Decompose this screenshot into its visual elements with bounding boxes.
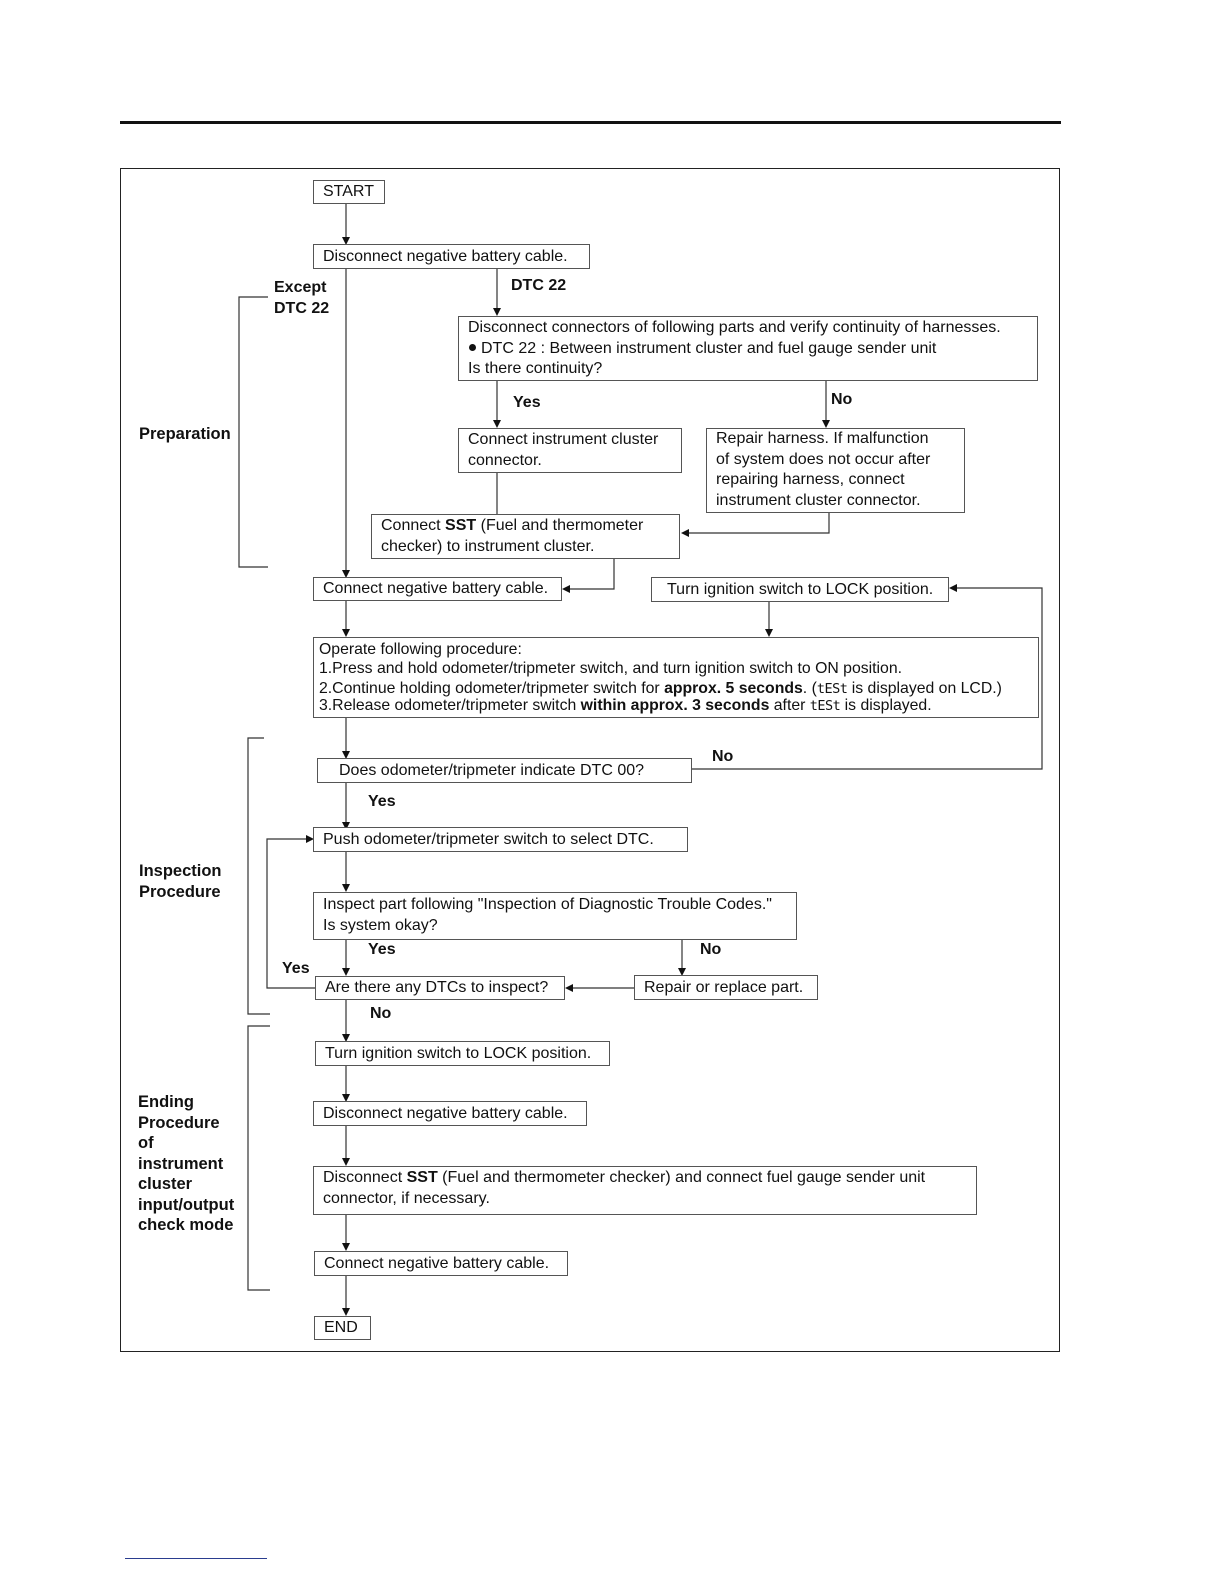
repair-harness-step: Repair harness. If malfunction of system does not occur after repairing harness, connect instrument cluster connector. xyxy=(706,428,965,513)
more-dtcs-question-step: Are there any DTCs to inspect? xyxy=(315,976,565,1000)
lcd-test-display: tESt xyxy=(816,681,848,697)
lcd-test-display: tESt xyxy=(809,698,841,714)
inspect-yes-label: Yes xyxy=(368,941,396,958)
arrowhead xyxy=(342,968,350,976)
connect-cluster-connector-step: Connect instrument cluster connector. xyxy=(458,428,682,473)
arrowhead xyxy=(681,529,689,537)
disconnect-cable-step: Disconnect negative battery cable. xyxy=(313,244,590,269)
repair-replace-step: Repair or replace part. xyxy=(634,975,818,1000)
arrowhead xyxy=(565,984,573,992)
connector-sst-to-connect xyxy=(570,558,614,589)
disconnect-sst-step: Disconnect SST (Fuel and thermometer checker) and connect fuel gauge sender unit connector, if necessary. xyxy=(313,1166,977,1215)
connector-repair-to-sst xyxy=(689,512,829,533)
sst-term: SST xyxy=(445,517,477,534)
ending-section-label: Ending Procedure of instrument cluster input/output check mode xyxy=(138,1093,235,1234)
arrowhead xyxy=(342,1243,350,1251)
continuity-no-label: No xyxy=(831,391,853,408)
turn-lock-step-2: Turn ignition switch to LOCK position. xyxy=(315,1041,610,1066)
arrowhead xyxy=(342,1158,350,1166)
preparation-bracket xyxy=(239,297,268,567)
inspect-part-step: Inspect part following "Inspection of Diagnostic Trouble Codes." Is system okay? xyxy=(313,892,797,940)
push-switch-step: Push odometer/tripmeter switch to select DTC. xyxy=(313,827,688,852)
turn-lock-step: Turn ignition switch to LOCK position. xyxy=(651,577,949,602)
end-label: END xyxy=(324,1319,358,1336)
dtc00-no-label: No xyxy=(712,748,734,765)
end-terminal xyxy=(314,1316,371,1340)
connect-cable-step-2: Connect negative battery cable. xyxy=(314,1251,568,1276)
footer-rule xyxy=(125,1558,267,1559)
disconnect-cable-step-2: Disconnect negative battery cable. xyxy=(313,1101,587,1126)
dtcs-no-label: No xyxy=(370,1005,392,1022)
preparation-section-label: Preparation xyxy=(139,425,231,443)
arrowhead xyxy=(822,420,830,428)
dtcs-yes-label: Yes xyxy=(282,960,310,977)
continuity-yes-label: Yes xyxy=(513,394,541,411)
inspect-no-label: No xyxy=(700,941,722,958)
sst-term: SST xyxy=(406,1169,438,1186)
inspection-section-label: Inspection Procedure xyxy=(139,862,222,901)
start-terminal xyxy=(313,180,385,204)
operate-procedure-step: Operate following procedure: 1.Press and hold odometer/tripmeter switch, and turn ignition switch to ON position. 2.Continue holding odometer/tripmeter switch for approx. 5 seconds. (tESt is displayed on LCD.) 3.Release odometer/tripmeter switch within approx. 3 seconds after tESt is displayed. xyxy=(313,637,1039,718)
connect-sst-step: Connect SST (Fuel and thermometer checker) to instrument cluster. xyxy=(371,514,680,559)
verify-continuity-step: Disconnect connectors of following parts and verify continuity of harnesses. DTC 22 : Between instrument cluster and fuel gauge sender unit Is there continuity? xyxy=(458,316,1038,381)
except-dtc22-label: Except DTC 22 xyxy=(274,279,330,317)
ending-bracket xyxy=(248,1026,270,1290)
arrowhead xyxy=(562,585,570,593)
dtc22-label: DTC 22 xyxy=(511,277,567,294)
arrowhead xyxy=(342,884,350,892)
start-label: START xyxy=(323,183,374,200)
arrowhead xyxy=(342,629,350,637)
connect-cable-step: Connect negative battery cable. xyxy=(313,577,562,601)
dtc00-question-step: Does odometer/tripmeter indicate DTC 00? xyxy=(317,758,692,783)
arrowhead xyxy=(493,308,501,316)
arrowhead xyxy=(493,420,501,428)
dtc00-yes-label: Yes xyxy=(368,793,396,810)
bullet-icon xyxy=(469,344,476,351)
arrowhead xyxy=(949,584,957,592)
arrowhead xyxy=(765,629,773,637)
arrowhead xyxy=(342,1308,350,1316)
